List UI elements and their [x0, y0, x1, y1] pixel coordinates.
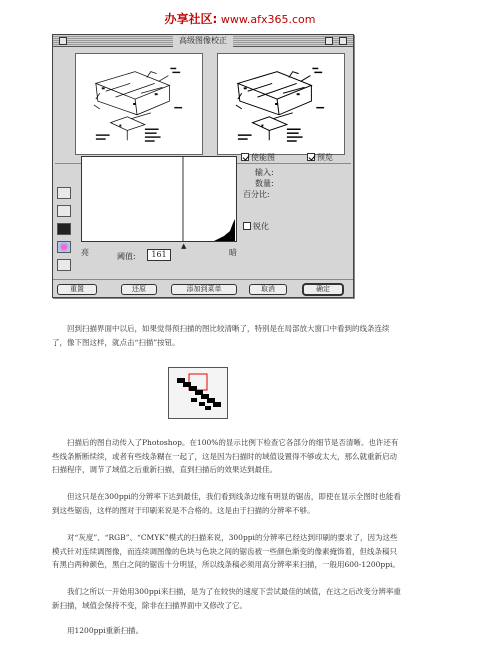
article-paragraph-1: 回到扫描界面中以后，如果觉得预扫描的图比较清晰了，特别是在局部放大窗口中看到的线条连续了，像下图这样，就点击“扫描”按钮。 [52, 324, 390, 347]
magnifier-view [168, 367, 228, 419]
article-paragraph-3: 但这只是在300ppi的分辨率下达到最佳，我们看到线条边缘有明显的锯齿，即使在显示全图时也能看到这些锯齿，这样的图对于印刷来说是不合格的。这是由于扫描的分辨率不够。 [52, 492, 401, 515]
image-correction-dialog [52, 34, 354, 298]
preview-before [75, 53, 203, 155]
hist-right-label: 暗 [229, 248, 237, 257]
percent-label: 百分比: [243, 190, 270, 199]
collapse-box-icon[interactable] [339, 37, 347, 45]
preview-checkbox[interactable]: 预览 [307, 152, 333, 163]
descreen-icon[interactable] [57, 259, 71, 271]
watermark-url: www.afx365.com [220, 13, 316, 26]
line-art-drawing-icon [218, 54, 344, 154]
restore-button[interactable]: 还原 [121, 284, 157, 295]
color-icon[interactable] [57, 241, 71, 253]
line-art-drawing-icon [76, 54, 202, 154]
reset-button[interactable]: 重置 [57, 284, 97, 295]
checkbox-unchecked-icon [243, 222, 251, 230]
divider [53, 279, 353, 280]
close-box-icon[interactable] [59, 37, 67, 45]
enable-map-checkbox[interactable]: 使能图 [241, 152, 275, 163]
threshold-tool-icon[interactable] [57, 223, 71, 235]
threshold-input[interactable]: 161 [147, 249, 171, 261]
checkbox-checked-icon [241, 153, 249, 161]
article-paragraph-2: 扫描后的图自动传入了Photoshop。在100%的显示比例下检查它各部分的细节是否清晰。也许还有些线条断断续续，或者有些线条糊在一起了，这是因为扫描时的域值设置得不够或太大，那么就重新启动扫描程序，调节了域值之后重新扫描，直到扫描后的效果达到最佳。 [52, 438, 399, 474]
article-paragraph-6: 用1200ppi重新扫描。 [67, 626, 144, 635]
hist-left-label: 亮 [81, 248, 89, 257]
zoom-box-icon[interactable] [325, 37, 333, 45]
add-to-menu-button[interactable]: 添加到菜单 [171, 284, 237, 295]
article-paragraph-4: 对“灰度”、“RGB”、“CMYK”模式的扫描来说，300ppi的分辨率已经达到印刷的要求了，因为这些模式针对连续调图像，而连续调图像的色块与色块之间的锯齿被一些颜色渐变的像素掩饰着，但线条稿只有黑白两种颜色，黑白之间的锯齿十分明显，所以线条稿必须用高分辨率来扫描，一般用600-1200ppi。 [52, 533, 400, 569]
amount-label: 数量: [255, 179, 274, 188]
dialog-title: 高级图像校正 [173, 35, 233, 47]
article-paragraph-5: 我们之所以一开始用300ppi来扫描，是为了在较快的速度下尝试最佳的域值，在这之后改变分辨率重新扫描，域值会保持不变，除非在扫描界面中又修改了它。 [52, 587, 401, 610]
jagged-line-icon [169, 368, 227, 418]
adjust-icon[interactable] [57, 205, 71, 217]
watermark [0, 10, 480, 27]
sharpen-checkbox[interactable]: 锐化 [243, 221, 269, 232]
preview-after [217, 53, 345, 155]
image-type-icon[interactable] [57, 187, 71, 199]
threshold-label: 阈值: [117, 252, 136, 261]
watermark-brand: 办享社区: [164, 12, 218, 26]
threshold-histogram[interactable] [81, 156, 237, 242]
threshold-slider-icon[interactable]: ▲ [181, 242, 187, 250]
ok-button[interactable]: 确定 [303, 284, 343, 295]
cancel-button[interactable]: 取消 [249, 284, 287, 295]
checkbox-checked-icon [307, 153, 315, 161]
dialog-titlebar [53, 35, 353, 47]
input-label: 输入: [255, 168, 274, 177]
